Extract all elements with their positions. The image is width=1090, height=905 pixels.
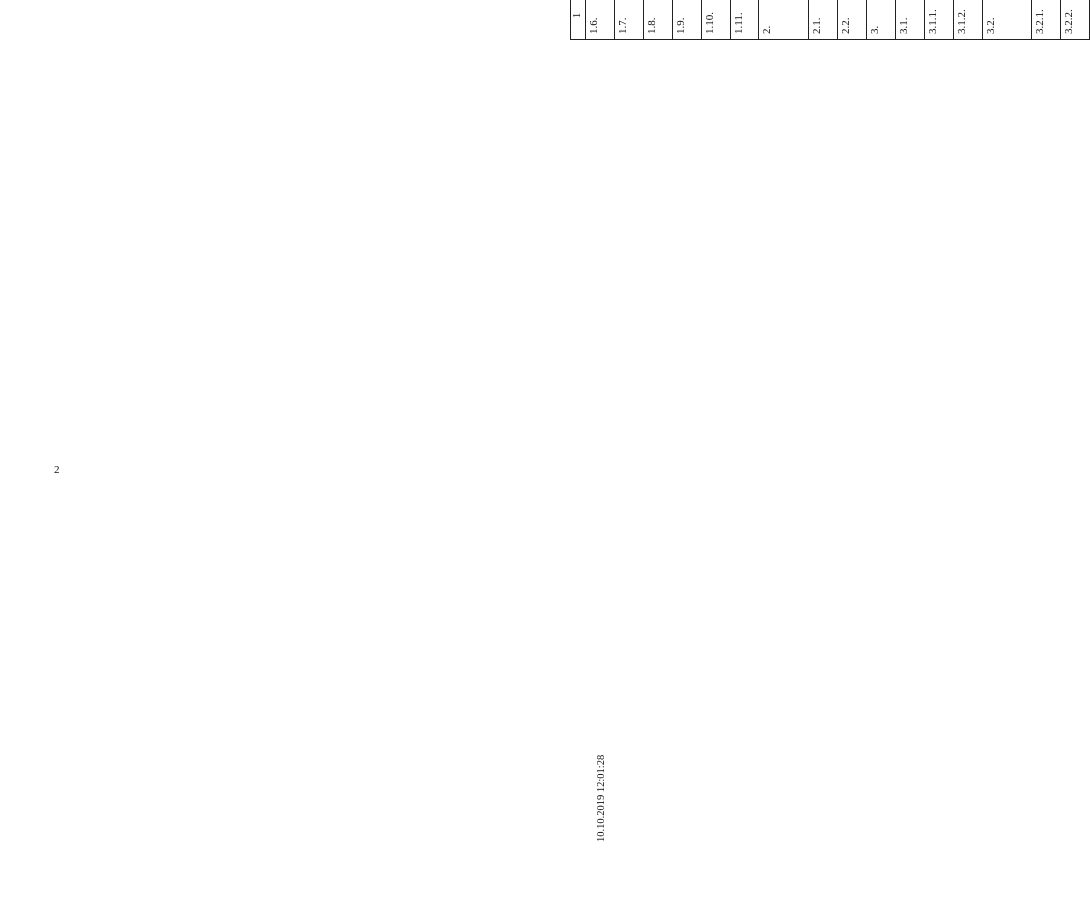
- row-number-cell: 3.1.1.: [924, 0, 953, 40]
- table-row: [837, 0, 866, 40]
- row-number-cell: 2.: [759, 0, 809, 40]
- table-row: [643, 0, 672, 40]
- header-row: [571, 0, 586, 40]
- row-number-cell: 1.11.: [730, 0, 759, 40]
- row-number-cell: 1.6.: [586, 0, 615, 40]
- table-row: [809, 0, 838, 40]
- row-number-cell: 3.1.2.: [953, 0, 982, 40]
- table-row: [586, 0, 615, 40]
- row-number-cell: 1.8.: [643, 0, 672, 40]
- header-cell: 1: [571, 0, 586, 40]
- row-number-cell: 3.1.: [895, 0, 924, 40]
- table-body: [571, 0, 1090, 40]
- rotated-table-container: [570, 0, 1090, 40]
- table-row: [953, 0, 982, 40]
- table-row: [982, 0, 1032, 40]
- table-row: [1032, 0, 1061, 40]
- page-number: 2: [54, 464, 60, 476]
- table-row: [924, 0, 953, 40]
- table-row: [672, 0, 701, 40]
- table-row: [1061, 0, 1090, 40]
- row-number-cell: 1.7.: [614, 0, 643, 40]
- row-number-cell: 3.2.2.: [1061, 0, 1090, 40]
- row-number-cell: 3.2.: [982, 0, 1032, 40]
- table-row: [759, 0, 809, 40]
- table-row: [730, 0, 759, 40]
- table-row: [895, 0, 924, 40]
- row-number-cell: 2.1.: [809, 0, 838, 40]
- table-row: [701, 0, 730, 40]
- row-number-cell: 3.2.1.: [1032, 0, 1061, 40]
- row-number-cell: 1.10.: [701, 0, 730, 40]
- row-number-cell: 1.9.: [672, 0, 701, 40]
- table-row: [614, 0, 643, 40]
- row-number-cell: 2.2.: [837, 0, 866, 40]
- print-timestamp: 10.10.2019 12:01:28: [596, 754, 607, 842]
- rates-table: [570, 0, 1090, 40]
- row-number-cell: 3.: [866, 0, 895, 40]
- table-row: [866, 0, 895, 40]
